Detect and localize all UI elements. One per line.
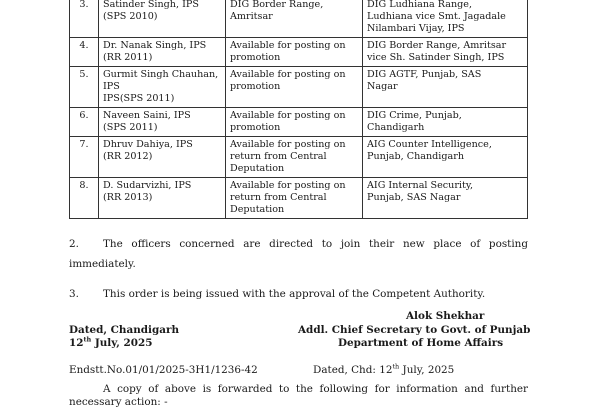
cell-text-line: IPS(SPS 2011) bbox=[103, 93, 175, 104]
current-posting-cell bbox=[226, 38, 363, 67]
cell-text-line: (RR 2012) bbox=[103, 151, 153, 162]
cell-text-line: Dr. Nanak Singh, IPS bbox=[103, 40, 207, 51]
officer-name-cell bbox=[99, 108, 226, 137]
cell-text-line: DIG Crime, Punjab, bbox=[367, 110, 462, 121]
cell-text-line: 5. bbox=[79, 69, 89, 80]
new-posting-cell bbox=[363, 108, 528, 137]
cell-text-line: Punjab, SAS Nagar bbox=[367, 192, 461, 203]
endorsement-number: Endstt.No.01/01/2025-3H1/1236-42 bbox=[69, 364, 258, 376]
current-posting-cell bbox=[226, 178, 363, 219]
table-row bbox=[70, 67, 528, 108]
officer-name-cell bbox=[99, 0, 226, 38]
cell-text-line: D. Sudarvizhi, IPS bbox=[103, 180, 192, 191]
cell-text-line: Ludhiana vice Smt. Jagadale bbox=[367, 11, 506, 22]
cell-text-line: Nilambari Vijay, IPS bbox=[367, 23, 465, 34]
serial-number-cell bbox=[70, 38, 99, 67]
cell-text-line: 3. bbox=[79, 0, 89, 10]
cell-text-line: 4. bbox=[79, 40, 89, 51]
cell-text-line: promotion bbox=[230, 81, 281, 92]
new-posting-cell bbox=[363, 67, 528, 108]
cell-text-line: Available for posting on bbox=[230, 69, 346, 80]
cell-text-line: vice Sh. Satinder Singh, IPS bbox=[367, 52, 505, 63]
cell-text-line: Punjab, Chandigarh bbox=[367, 151, 465, 162]
current-posting-cell bbox=[226, 108, 363, 137]
cell-text-line: Deputation bbox=[230, 163, 285, 174]
current-posting-cell bbox=[226, 67, 363, 108]
paragraph-2 bbox=[69, 238, 528, 271]
paragraph-3-text: This order is being issued with the approval of the Competent Authority. bbox=[103, 288, 486, 300]
cell-text-line: Available for posting on bbox=[230, 139, 346, 150]
cell-text-line: Chandigarh bbox=[367, 122, 425, 133]
officer-name-cell bbox=[99, 137, 226, 178]
table-row bbox=[70, 38, 528, 67]
table-row bbox=[70, 137, 528, 178]
endorsement-date: Dated, Chd: 12th July, 2025 bbox=[313, 362, 455, 376]
cell-text-line: DIG Border Range, Amritsar bbox=[367, 40, 507, 51]
cell-text-line: Available for posting on bbox=[230, 110, 346, 121]
cell-text-line: (RR 2013) bbox=[103, 192, 153, 203]
cell-text-line: Naveen Saini, IPS bbox=[103, 110, 191, 121]
serial-number-cell bbox=[70, 0, 99, 38]
new-posting-cell bbox=[363, 137, 528, 178]
cell-text-line: (SPS 2011) bbox=[103, 122, 158, 133]
table-row bbox=[70, 0, 528, 38]
new-posting-cell bbox=[363, 178, 528, 219]
signatory-designation: Addl. Chief Secretary to Govt. of Punjab bbox=[298, 324, 531, 336]
dated-place: Dated, Chandigarh bbox=[69, 324, 180, 336]
copy-forward-paragraph bbox=[69, 383, 528, 409]
cell-text-line: (SPS 2010) bbox=[103, 11, 158, 22]
cell-text-line: Satinder Singh, IPS bbox=[103, 0, 199, 10]
cell-text-line: Dhruv Dahiya, IPS bbox=[103, 139, 193, 150]
cell-text-line: promotion bbox=[230, 52, 281, 63]
cell-text-line: (RR 2011) bbox=[103, 52, 153, 63]
posting-table bbox=[69, 0, 528, 219]
copy-forward-line-2: necessary action: - bbox=[69, 396, 168, 408]
dated-date: 12th July, 2025 bbox=[69, 335, 153, 349]
cell-text-line: AIG Internal Security, bbox=[367, 180, 474, 191]
signatory-name: Alok Shekhar bbox=[406, 310, 485, 322]
officer-name-cell bbox=[99, 178, 226, 219]
paragraph-3-number: 3. bbox=[69, 288, 79, 300]
serial-number-cell bbox=[70, 137, 99, 178]
cell-text-line: DIG AGTF, Punjab, SAS bbox=[367, 69, 482, 80]
serial-number-cell bbox=[70, 178, 99, 219]
cell-text-line: AIG Counter Intelligence, bbox=[367, 139, 492, 150]
cell-text-line: Deputation bbox=[230, 204, 285, 215]
officer-name-cell bbox=[99, 67, 226, 108]
new-posting-cell bbox=[363, 38, 528, 67]
serial-number-cell bbox=[70, 108, 99, 137]
officer-name-cell bbox=[99, 38, 226, 67]
copy-forward-line-1: A copy of above is forwarded to the following for information and further bbox=[103, 383, 528, 395]
cell-text-line: 8. bbox=[79, 180, 89, 191]
paragraph-2-line-1: The officers concerned are directed to join their new place of posting bbox=[103, 238, 528, 250]
paragraph-2-number: 2. bbox=[69, 238, 79, 250]
cell-text-line: DIG Border Range, bbox=[230, 0, 324, 10]
paragraph-3 bbox=[69, 288, 528, 301]
cell-text-line: return from Central bbox=[230, 192, 327, 203]
current-posting-cell bbox=[226, 137, 363, 178]
cell-text-line: Gurmit Singh Chauhan, IPS bbox=[103, 69, 219, 92]
cell-text-line: Available for posting on bbox=[230, 180, 346, 191]
new-posting-cell bbox=[363, 0, 528, 38]
cell-text-line: return from Central bbox=[230, 151, 327, 162]
serial-number-cell bbox=[70, 67, 99, 108]
cell-text-line: DIG Ludhiana Range, bbox=[367, 0, 473, 10]
cell-text-line: promotion bbox=[230, 122, 281, 133]
cell-text-line: Amritsar bbox=[230, 11, 273, 22]
table-row bbox=[70, 178, 528, 219]
cell-text-line: Available for posting on bbox=[230, 40, 346, 51]
table-row bbox=[70, 108, 528, 137]
cell-text-line: Nagar bbox=[367, 81, 398, 92]
signatory-department: Department of Home Affairs bbox=[338, 337, 504, 349]
paragraph-2-line-2: immediately. bbox=[69, 258, 136, 270]
cell-text-line: 6. bbox=[79, 110, 89, 121]
current-posting-cell bbox=[226, 0, 363, 38]
cell-text-line: 7. bbox=[79, 139, 89, 150]
